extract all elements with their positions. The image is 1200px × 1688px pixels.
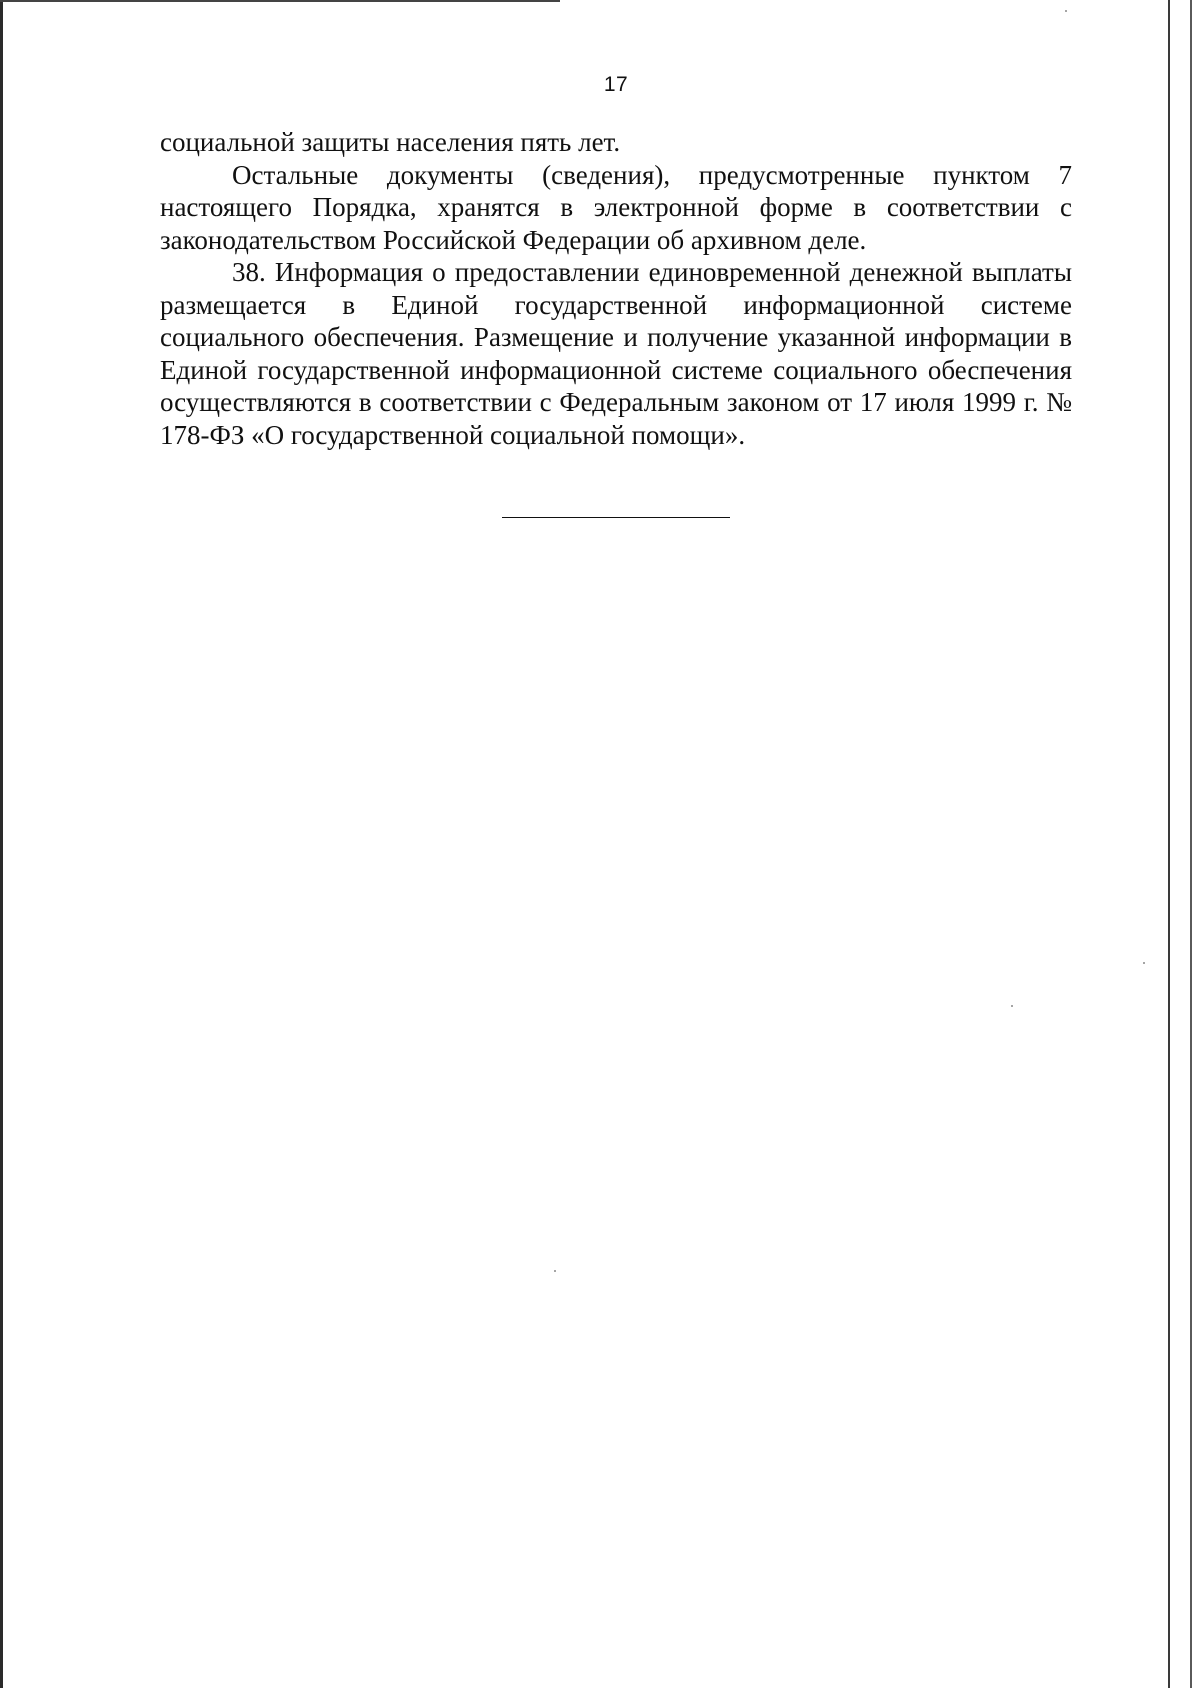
end-of-text-rule xyxy=(502,517,730,518)
scan-speck xyxy=(1011,1005,1013,1007)
document-body xyxy=(160,126,1072,451)
paragraph-other-documents: Остальные документы (сведения), предусмотренные пунктом 7 настоящего Порядка, хранятся в электронной форме в соответствии с законодательством Российской Федерации об архивном деле. xyxy=(160,159,1072,255)
scan-speck xyxy=(554,1270,556,1272)
scan-edge-right xyxy=(1168,0,1170,1688)
scan-edge-top xyxy=(0,0,560,2)
scan-edge-left xyxy=(0,0,3,1688)
scan-speck xyxy=(1143,962,1145,964)
paragraph-continuation: социальной защиты населения пять лет. xyxy=(160,127,621,157)
scan-edge-right-outer xyxy=(1190,0,1192,1688)
scan-speck xyxy=(1065,10,1067,12)
page-number: 17 xyxy=(603,73,629,96)
paragraph-item-38: 38. Информация о предоставлении единовременной денежной выплаты размещается в Единой государственной информационной системе социального обеспечения. Размещение и получение указанной информации в Единой государственной информационной системе социального обеспечения осуществляются в соответствии с Федеральным законом от 17 июля 1999 г. № 178-ФЗ «О государственной социальной помощи». xyxy=(160,257,1072,450)
